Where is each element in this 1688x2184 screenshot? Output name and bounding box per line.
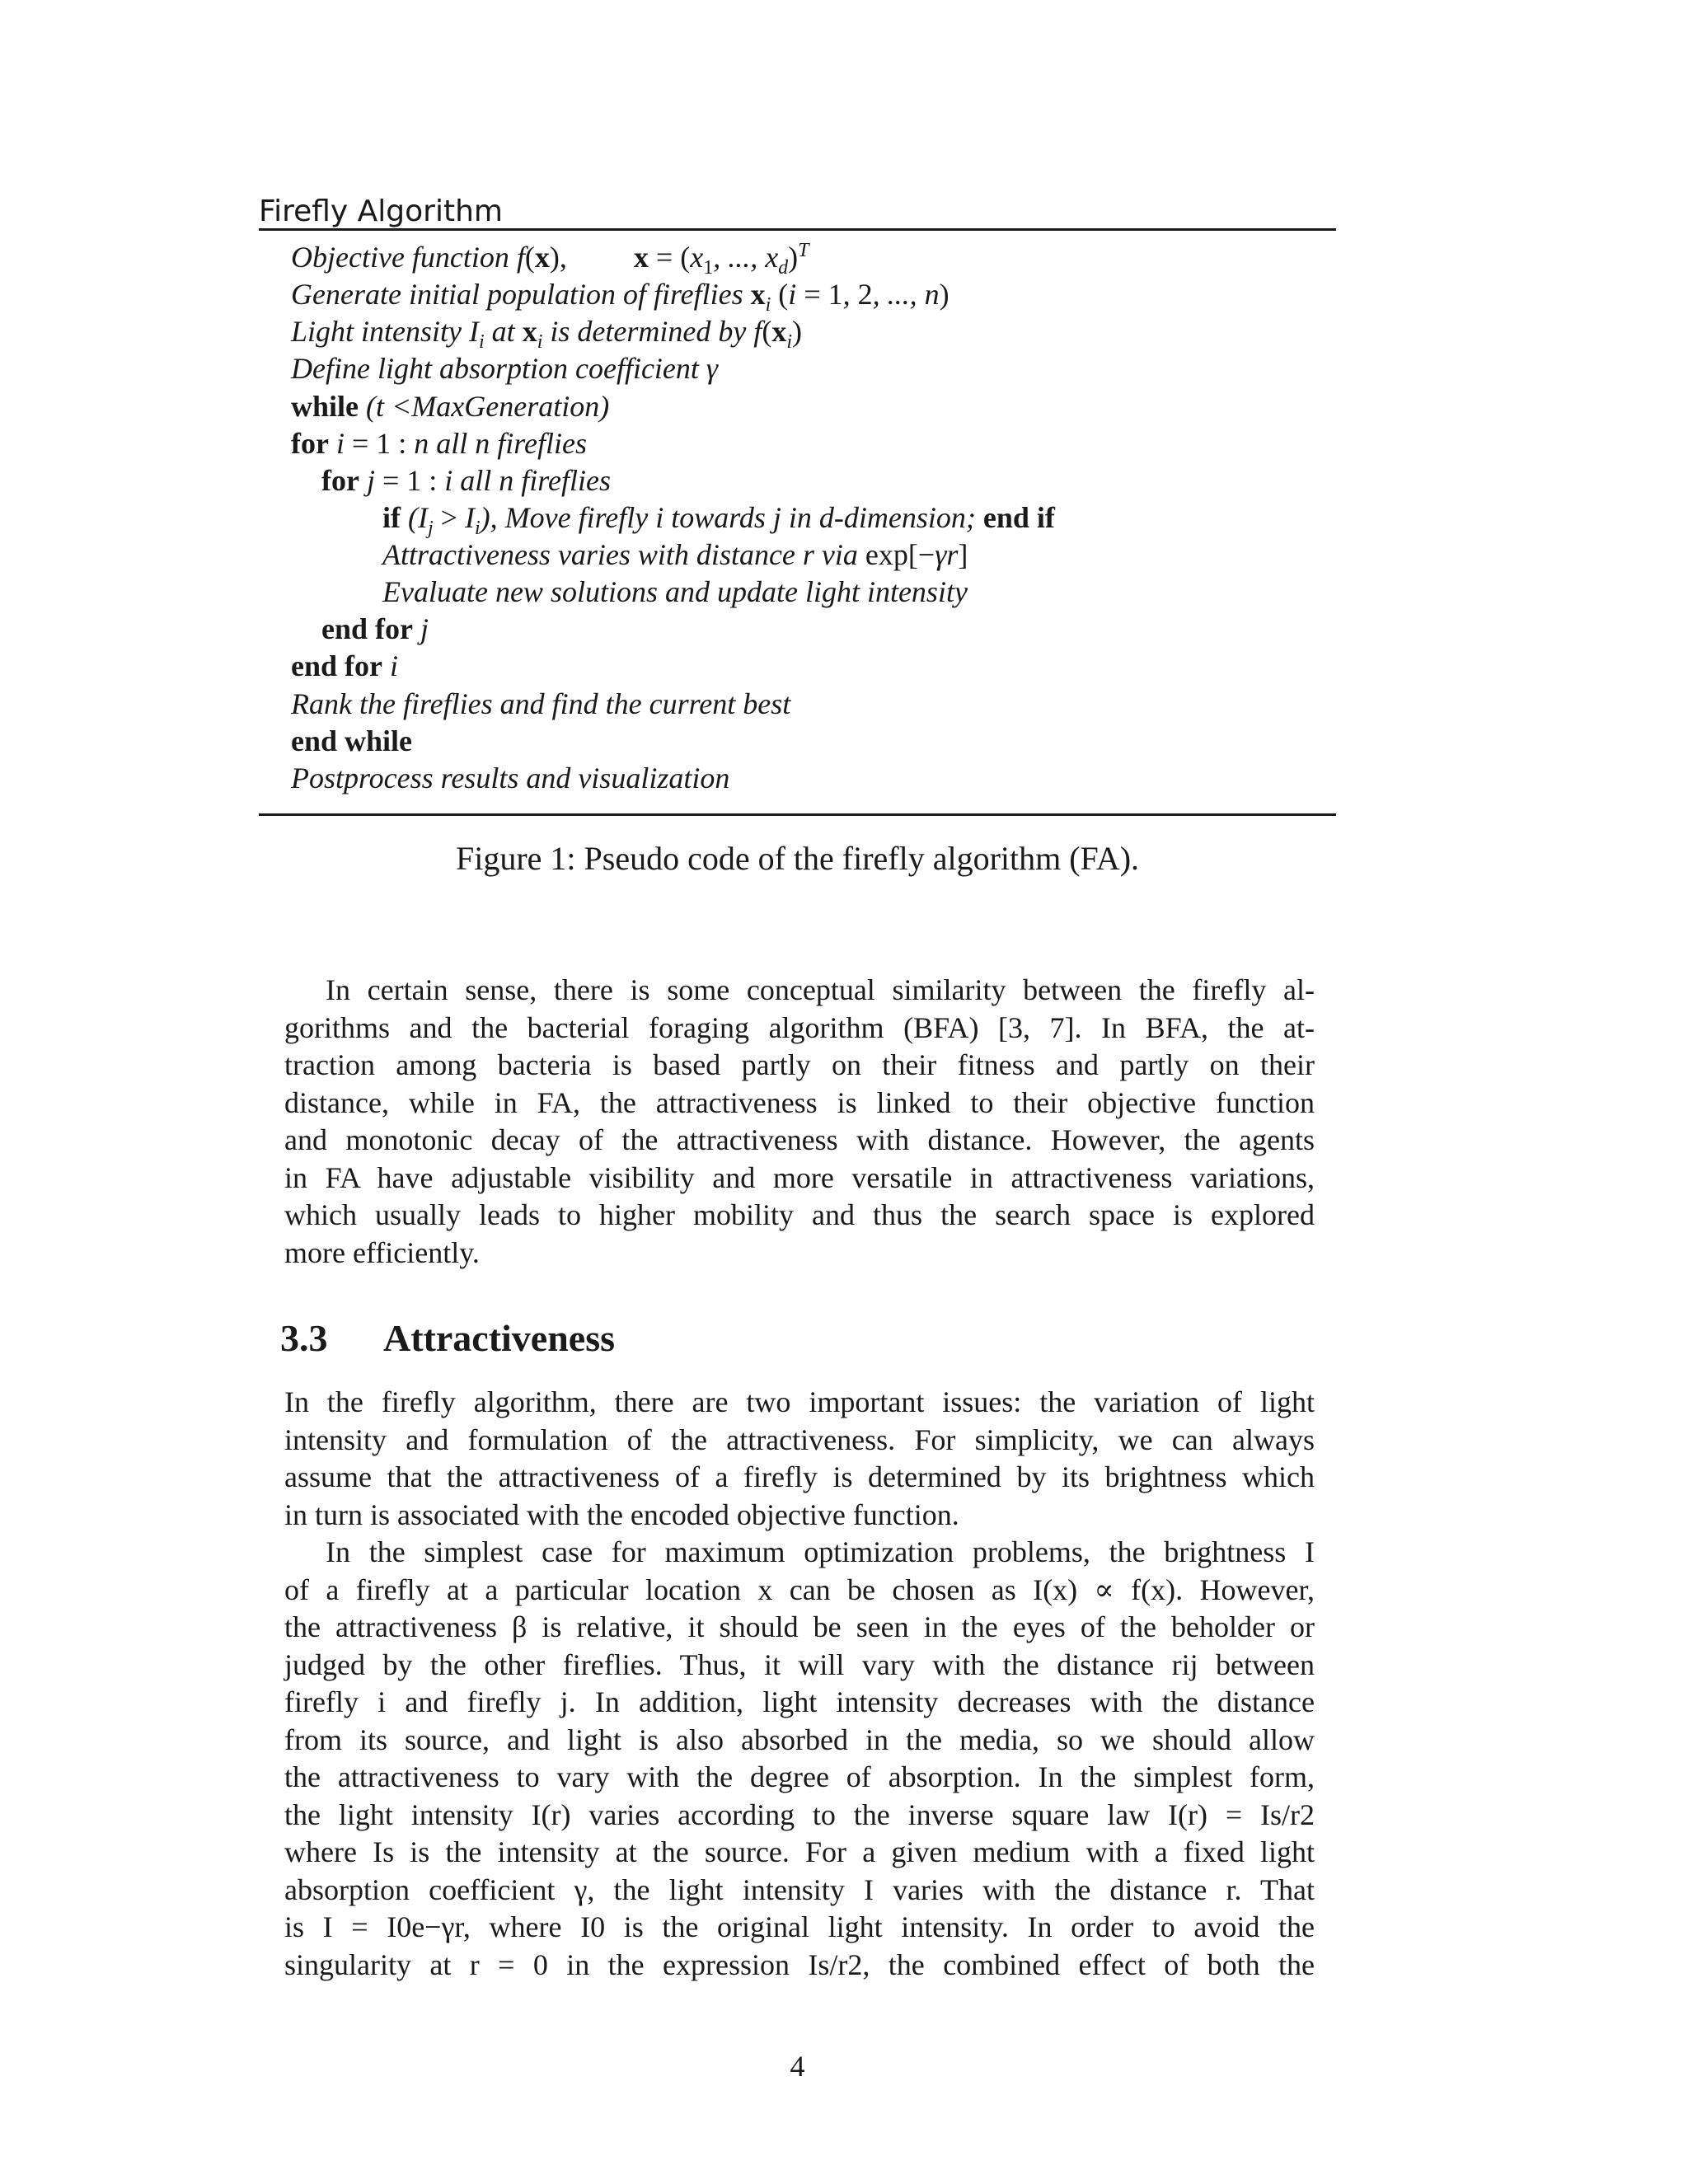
text-line: of a firefly at a particular location x can be chosen as I(x) ∝ f(x). However, (284, 1572, 1315, 1606)
algo-line-6: for i = 1 : n all n fireflies (291, 427, 587, 460)
section-number: 3.3 (280, 1317, 328, 1359)
paragraph-issues (284, 1384, 1315, 1534)
text-line: In certain sense, there is some conceptual similarity between the firefly al- (326, 973, 1315, 1006)
algo-line-7: for j = 1 : i all n fireflies (321, 464, 611, 497)
text-line: absorption coefficient γ, the light intensity I varies with the distance r. That (284, 1872, 1315, 1906)
algo-line-2: Generate initial population of fireflies $x_i$ (i = 1, 2, ..., n) (291, 278, 950, 316)
text-line: the attractiveness β is relative, it should be seen in the eyes of the beholder or (284, 1610, 1315, 1643)
text-line: the light intensity I(r) varies according to the inverse square law I(r) = Is/r2 (284, 1797, 1315, 1831)
text-line: more efficiently. (284, 1235, 480, 1269)
algo-line-12: end for i (291, 649, 399, 682)
text-line: In the firefly algorithm, there are two important issues: the variation of light (284, 1385, 1315, 1418)
text-line: which usually leads to higher mobility and thus the search space is explored (284, 1198, 1315, 1231)
text-line: the attractiveness to vary with the degree of absorption. In the simplest form, (284, 1760, 1315, 1793)
text-line: is I = I0e−γr, where I0 is the original light intensity. In order to avoid the (284, 1910, 1315, 1943)
text-line: judged by the other fireflies. Thus, it will vary with the distance rij between (284, 1647, 1315, 1681)
text-line: gorithms and the bacterial foraging algorithm (BFA) [3, 7]. In BFA, the at- (284, 1010, 1315, 1044)
algo-line-14: end while (291, 724, 413, 757)
text-line: In the simplest case for maximum optimization problems, the brightness I (326, 1535, 1315, 1568)
algorithm-top-rule (259, 228, 1336, 231)
text-line: and monotonic decay of the attractiveness with distance. However, the agents (284, 1123, 1315, 1156)
algo-line-4: Define light absorption coefficient γ (291, 352, 719, 385)
algo-line-1: Objective function f(x), $x = (x_1$, ..., $x_d)^T$ (291, 240, 809, 279)
algo-line-13: Rank the fireflies and find the current best (291, 687, 791, 720)
paragraph-brightness (284, 1534, 1315, 1984)
text-line: traction among bacteria is based partly on their fitness and partly on their (284, 1048, 1315, 1081)
paragraph-intro (284, 972, 1315, 1272)
algorithm-bottom-rule (259, 813, 1336, 816)
algo-line-3: Light intensity $I_i$ at $x_i$ is determined by $f(x_i)$ (291, 315, 802, 354)
text-line: firefly i and firefly j. In addition, light intensity decreases with the distance (284, 1685, 1315, 1718)
figure-caption: Figure 1: Pseudo code of the firefly algorithm (FA). (455, 840, 1140, 877)
algo-line-11: end for j (321, 612, 429, 645)
text-line: distance, while in FA, the attractiveness is linked to their objective function (284, 1085, 1315, 1119)
section-title: Attractiveness (383, 1317, 616, 1359)
text-line: where Is is the intensity at the source. For a given medium with a fixed light (284, 1835, 1315, 1868)
section-heading (280, 1316, 615, 1360)
text-line: assume that the attractiveness of a firefly is determined by its brightness which (284, 1460, 1315, 1493)
text-line: in FA have adjustable visibility and more versatile in attractiveness variations, (284, 1160, 1315, 1194)
algo-line-8: if $(I_j > I_i)$, Move firefly i towards j in d-dimension; end if (382, 501, 1055, 540)
text-line: intensity and formulation of the attractiveness. For simplicity, we can always (284, 1422, 1315, 1456)
algorithm-title: Firefly Algorithm (259, 194, 503, 228)
algo-line-5: while (t <MaxGeneration) (291, 390, 610, 423)
text-line: in turn is associated with the encoded objective function. (284, 1497, 959, 1531)
text-line: singularity at r = 0 in the expression Is/r2, the combined effect of both the (284, 1947, 1315, 1981)
text-line: from its source, and light is also absorbed in the media, so we should allow (284, 1722, 1315, 1756)
page-number: 4 (790, 2050, 805, 2083)
algo-line-10: Evaluate new solutions and update light intensity (382, 575, 968, 608)
algo-line-9: Attractiveness varies with distance r via exp[−γr] (382, 538, 968, 571)
algo-line-15: Postprocess results and visualization (291, 762, 730, 794)
